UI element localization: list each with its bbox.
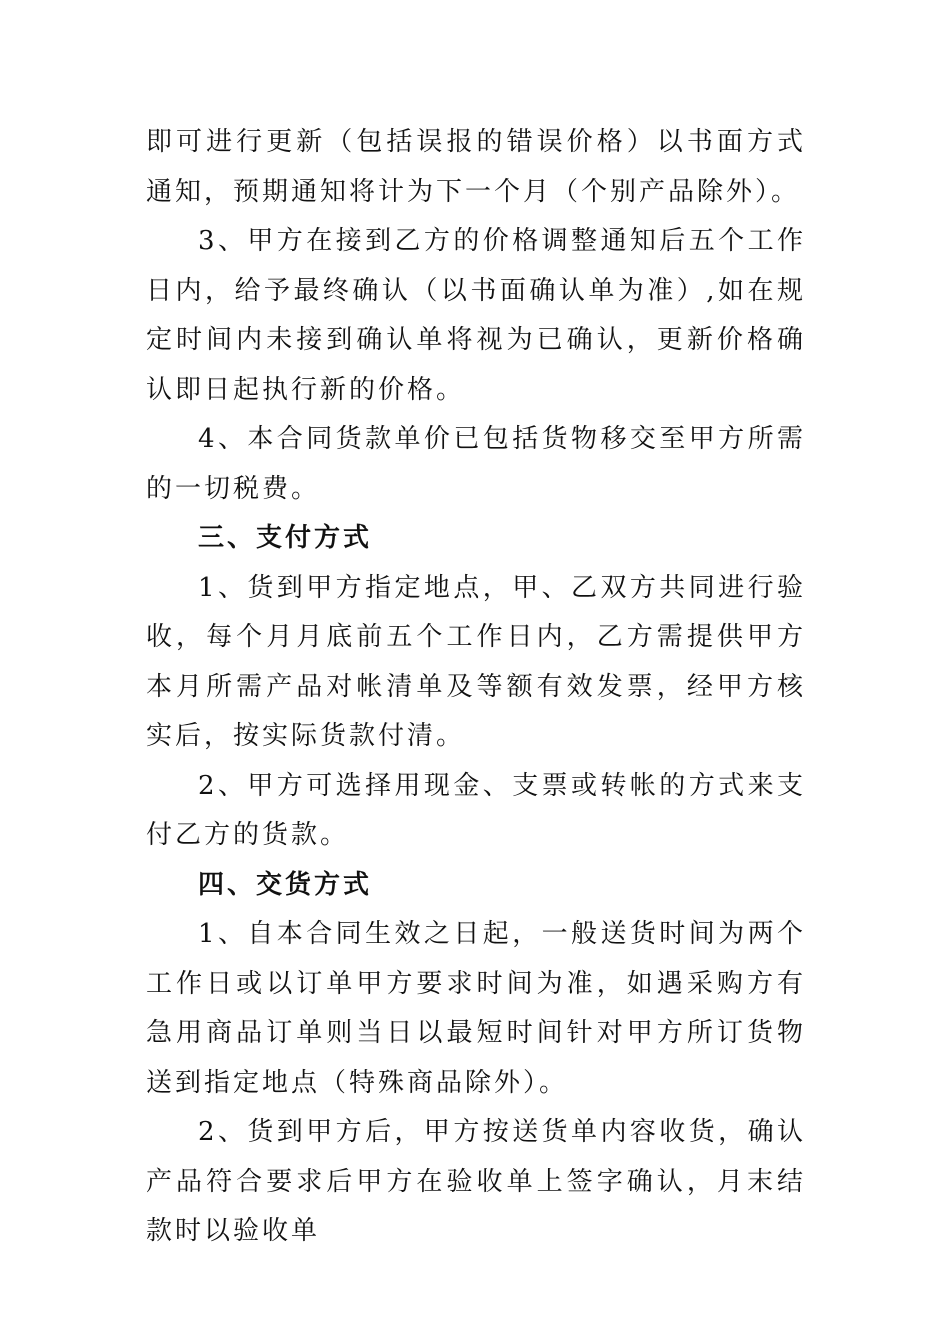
paragraph-delivery-receipt: 2、货到甲方后，甲方按送货单内容收货，确认产品符合要求后甲方在验收单上签字确认，月末结款时以验收单 bbox=[146, 1117, 806, 1246]
paragraph-delivery-time: 1、自本合同生效之日起，一般送货时间为两个工作日或以订单甲方要求时间为准，如遇采购方有急用商品订单则当日以最短时间针对甲方所订货物送到指定地点（特殊商品除外）。 bbox=[146, 919, 806, 1098]
paragraph-price-update-notice: 即可进行更新（包括误报的错误价格）以书面方式通知，预期通知将计为下一个月（个别产品除外）。 bbox=[146, 127, 806, 207]
paragraph-payment-acceptance: 1、货到甲方指定地点，甲、乙双方共同进行验收，每个月月底前五个工作日内，乙方需提供甲方本月所需产品对帐清单及等额有效发票，经甲方核实后，按实际货款付清。 bbox=[146, 572, 806, 751]
paragraph-price-confirmation: 3、甲方在接到乙方的价格调整通知后五个工作日内，给予最终确认（以书面确认单为准）,如在规定时间内未接到确认单将视为已确认，更新价格确认即日起执行新的价格。 bbox=[146, 226, 806, 405]
paragraph-payment-options: 2、甲方可选择用现金、支票或转帐的方式来支付乙方的货款。 bbox=[146, 770, 806, 850]
section-heading-payment-method: 三、支付方式 bbox=[198, 523, 373, 553]
section-heading-delivery-method: 四、交货方式 bbox=[198, 869, 373, 900]
paragraph-price-includes-taxes: 4、本合同货款单价已包括货物移交至甲方所需的一切税费。 bbox=[146, 424, 806, 504]
document-body bbox=[146, 118, 806, 1257]
